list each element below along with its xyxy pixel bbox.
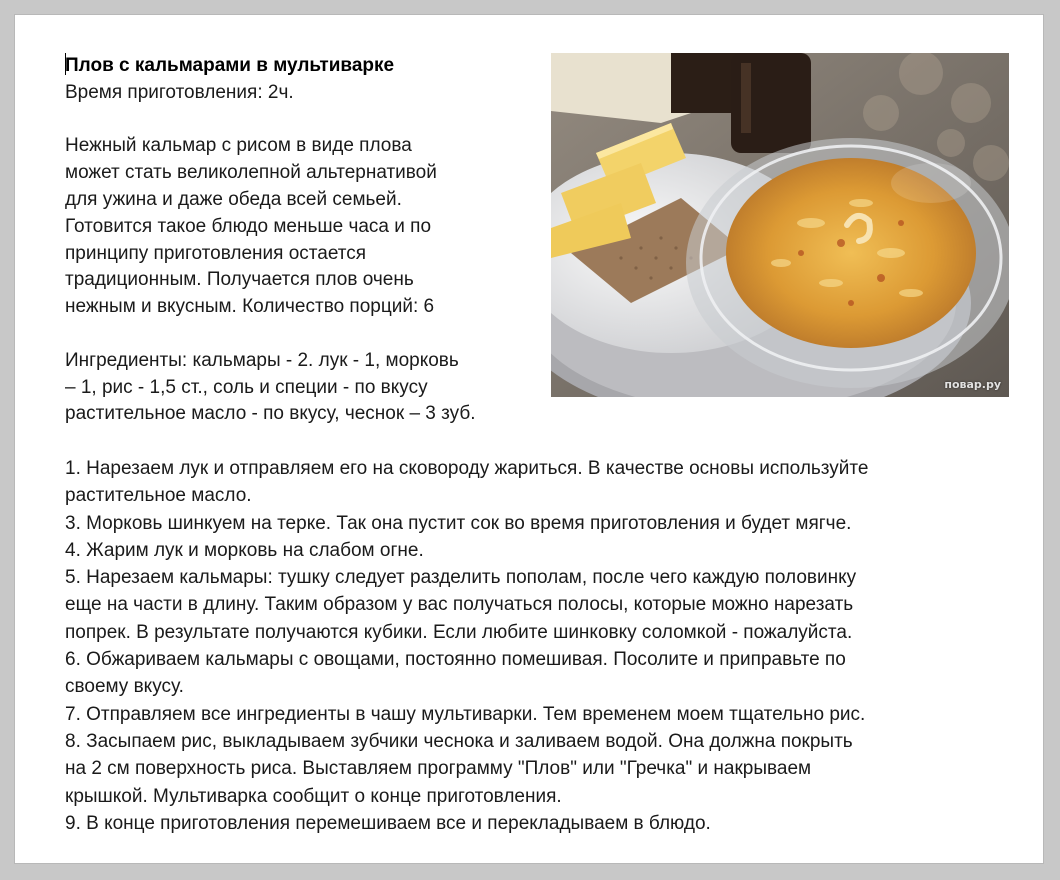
intro-line: традиционным. Получается плов очень	[65, 269, 414, 291]
intro-line: Готовится такое блюдо меньше часа и по	[65, 215, 432, 237]
intro-line: для ужина и даже обеда всей семьей.	[65, 188, 402, 210]
recipe-steps	[65, 455, 1025, 837]
step-line: 8. Засыпаем рис, выкладываем зубчики чеснока и заливаем водой. Она должна покрыть	[65, 730, 853, 752]
ingredients-line: растительное масло - по вкусу, чеснок – 3 зуб.	[65, 403, 476, 425]
step-line: 9. В конце приготовления перемешиваем все и перекладываем в блюдо.	[65, 812, 711, 834]
step-line: еще на части в длину. Таким образом у вас получаться полосы, которые можно нарезать	[65, 594, 854, 616]
step-line: крышкой. Мультиварка сообщит о конце приготовления.	[65, 785, 562, 807]
step-line: на 2 см поверхность риса. Выставляем программу "Плов" или "Гречка" и накрываем	[65, 758, 812, 780]
intro-paragraph	[65, 133, 555, 321]
intro-line: Нежный кальмар с рисом в виде плова	[65, 135, 412, 157]
step-line: 7. Отправляем все ингредиенты в чашу мультиварки. Тем временем моем тщательно рис.	[65, 703, 866, 725]
step-line: 1. Нарезаем лук и отправляем его на сковороду жариться. В качестве основы используйте	[65, 458, 869, 479]
document-page	[14, 14, 1044, 864]
ingredients-line: – 1, рис - 1,5 ст., соль и специи - по вкусу	[65, 376, 428, 398]
step-line: своему вкусу.	[65, 676, 184, 698]
dish-photo	[551, 53, 1009, 397]
dish-photo-illustration	[551, 53, 1009, 397]
step-line: 3. Морковь шинкуем на терке. Так она пустит сок во время приготовления и будет мягче.	[65, 512, 852, 534]
step-line: растительное масло.	[65, 485, 252, 507]
step-line: 6. Обжариваем кальмары с овощами, постоянно помешивая. Посолите и приправьте по	[65, 649, 846, 671]
step-line: 4. Жарим лук и морковь на слабом огне.	[65, 539, 424, 561]
step-line: 5. Нарезаем кальмары: тушку следует разделить пополам, после чего каждую половинку	[65, 567, 857, 589]
ingredients-line: Ингредиенты: кальмары - 2. лук - 1, морковь	[65, 349, 459, 371]
cook-time: Время приготовления: 2ч.	[65, 81, 294, 103]
recipe-title: Плов с кальмарами в мультиварке	[65, 55, 395, 76]
intro-line: нежным и вкусным. Количество порций: 6	[65, 296, 435, 318]
ingredients-paragraph	[65, 348, 585, 428]
intro-line: может стать великолепной альтернативой	[65, 162, 437, 184]
intro-line: принципу приготовления остается	[65, 242, 367, 264]
step-line: попрек. В результате получаются кубики. Если любите шинковку соломкой - пожалуйста.	[65, 621, 853, 643]
recipe-header-block	[65, 53, 555, 428]
photo-watermark: повар.ру	[944, 378, 1001, 391]
